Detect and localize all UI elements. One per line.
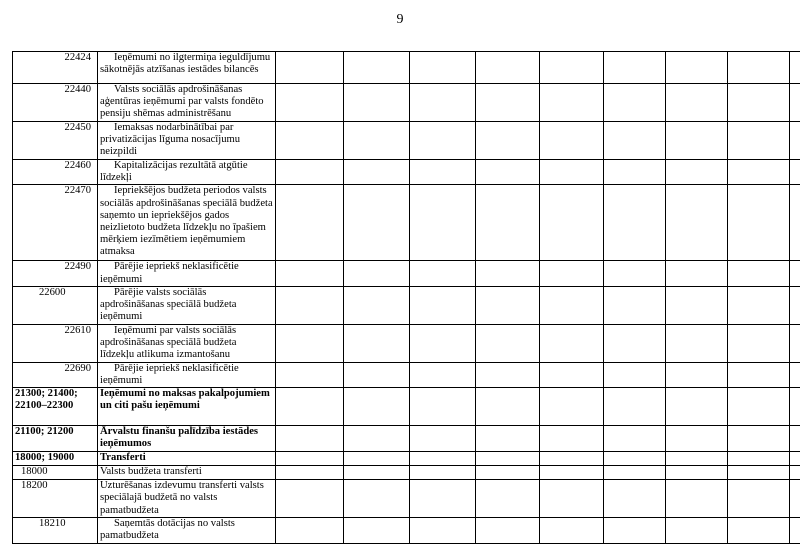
value-cell (540, 122, 604, 160)
value-cell (410, 185, 476, 261)
value-cell (604, 84, 666, 122)
value-cell (276, 261, 344, 286)
value-cell (728, 286, 790, 324)
value-cell (410, 452, 476, 466)
value-cell (476, 122, 540, 160)
value-cell (276, 324, 344, 362)
table-row (13, 185, 800, 261)
value-cell (276, 84, 344, 122)
value-cell (728, 426, 790, 452)
description-cell: Uzturēšanas izdevumu transferti valsts speciālajā budžetā no valsts pamatbudžeta (98, 480, 276, 518)
value-cell (790, 286, 800, 324)
value-cell (410, 52, 476, 84)
value-cell (790, 122, 800, 160)
value-cell (728, 324, 790, 362)
value-cell (540, 52, 604, 84)
value-cell (604, 426, 666, 452)
value-cell (604, 388, 666, 426)
value-cell (276, 388, 344, 426)
value-cell (790, 362, 800, 387)
value-cell (410, 362, 476, 387)
value-cell (540, 362, 604, 387)
value-cell (344, 452, 410, 466)
table-row (13, 286, 800, 324)
code-cell: 22490 (13, 261, 98, 286)
table-row (13, 160, 800, 185)
value-cell (790, 185, 800, 261)
value-cell (728, 261, 790, 286)
value-cell (728, 84, 790, 122)
value-cell (344, 84, 410, 122)
value-cell (476, 52, 540, 84)
value-cell (666, 362, 728, 387)
value-cell (476, 324, 540, 362)
table-row (13, 122, 800, 160)
value-cell (604, 480, 666, 518)
value-cell (410, 426, 476, 452)
value-cell (410, 518, 476, 544)
description-cell: Ieņēmumi no ilgtermiņa ieguldījumu sākotnējās atzīšanas iestādes bilancēs (98, 52, 276, 84)
value-cell (604, 452, 666, 466)
code-cell: 18000; 19000 (13, 452, 98, 466)
value-cell (728, 518, 790, 544)
value-cell (728, 388, 790, 426)
value-cell (476, 84, 540, 122)
value-cell (790, 426, 800, 452)
value-cell (476, 286, 540, 324)
budget-classification-table (12, 51, 800, 544)
value-cell (344, 362, 410, 387)
value-cell (344, 122, 410, 160)
value-cell (410, 261, 476, 286)
value-cell (344, 286, 410, 324)
value-cell (728, 185, 790, 261)
value-cell (728, 52, 790, 84)
value-cell (790, 324, 800, 362)
value-cell (410, 286, 476, 324)
value-cell (476, 480, 540, 518)
value-cell (604, 52, 666, 84)
description-cell: Transferti (98, 452, 276, 466)
value-cell (790, 388, 800, 426)
value-cell (276, 466, 344, 480)
code-cell: 22460 (13, 160, 98, 185)
value-cell (666, 480, 728, 518)
table-row (13, 52, 800, 84)
table-row (13, 426, 800, 452)
value-cell (476, 452, 540, 466)
value-cell (604, 160, 666, 185)
value-cell (790, 466, 800, 480)
value-cell (476, 261, 540, 286)
value-cell (790, 52, 800, 84)
value-cell (790, 518, 800, 544)
value-cell (604, 286, 666, 324)
code-cell: 22440 (13, 84, 98, 122)
value-cell (666, 52, 728, 84)
value-cell (540, 518, 604, 544)
value-cell (276, 122, 344, 160)
table-row (13, 324, 800, 362)
code-cell: 22610 (13, 324, 98, 362)
table-row (13, 261, 800, 286)
description-cell: Ieņēmumi par valsts sociālās apdrošināšanas speciālā budžeta līdzekļu atlikuma izmantošanu (98, 324, 276, 362)
value-cell (410, 466, 476, 480)
table-row (13, 466, 800, 480)
value-cell (540, 324, 604, 362)
value-cell (344, 261, 410, 286)
value-cell (476, 388, 540, 426)
value-cell (728, 122, 790, 160)
value-cell (410, 122, 476, 160)
value-cell (410, 84, 476, 122)
description-cell: Valsts sociālās apdrošināšanas aģentūras ieņēmumi par valsts fondēto pensiju shēmas administrēšanu (98, 84, 276, 122)
value-cell (540, 185, 604, 261)
value-cell (666, 160, 728, 185)
value-cell (604, 324, 666, 362)
table-row (13, 84, 800, 122)
description-cell: Pārējie iepriekš neklasificētie ieņēmumi (98, 362, 276, 387)
value-cell (276, 185, 344, 261)
value-cell (540, 466, 604, 480)
description-cell: Pārējie iepriekš neklasificētie ieņēmumi (98, 261, 276, 286)
code-cell: 18000 (13, 466, 98, 480)
value-cell (476, 426, 540, 452)
value-cell (666, 185, 728, 261)
value-cell (540, 261, 604, 286)
value-cell (540, 480, 604, 518)
value-cell (728, 480, 790, 518)
value-cell (344, 324, 410, 362)
value-cell (344, 480, 410, 518)
code-cell: 18210 (13, 518, 98, 544)
description-cell: Valsts budžeta transferti (98, 466, 276, 480)
value-cell (476, 518, 540, 544)
description-cell: Kapitalizācijas rezultātā atgūtie līdzekļi (98, 160, 276, 185)
table-row (13, 388, 800, 426)
table-row (13, 362, 800, 387)
value-cell (276, 52, 344, 84)
value-cell (790, 160, 800, 185)
value-cell (728, 452, 790, 466)
table-row (13, 518, 800, 544)
value-cell (410, 480, 476, 518)
code-cell: 22424 (13, 52, 98, 84)
description-cell: Saņemtās dotācijas no valsts pamatbudžeta (98, 518, 276, 544)
value-cell (476, 466, 540, 480)
description-cell: Iemaksas nodarbinātībai par privatizācijas līguma nosacījumu neizpildi (98, 122, 276, 160)
value-cell (666, 452, 728, 466)
description-cell: Ārvalstu finanšu palīdzība iestādes ieņēmumos (98, 426, 276, 452)
value-cell (728, 466, 790, 480)
value-cell (728, 160, 790, 185)
value-cell (476, 160, 540, 185)
value-cell (666, 324, 728, 362)
value-cell (344, 52, 410, 84)
value-cell (276, 426, 344, 452)
value-cell (410, 324, 476, 362)
value-cell (276, 160, 344, 185)
value-cell (666, 261, 728, 286)
code-cell: 22450 (13, 122, 98, 160)
value-cell (790, 452, 800, 466)
code-cell: 21300; 21400; 22100–22300 (13, 388, 98, 426)
description-cell: Iepriekšējos budžeta periodos valsts sociālās apdrošināšanas speciālā budžeta saņemto un iepriekšējos gados neizlietoto budžeta līdzekļu no īpašiem mērķiem iezīmētiem ieņēmumiem atmaksa (98, 185, 276, 261)
value-cell (604, 261, 666, 286)
value-cell (666, 466, 728, 480)
value-cell (540, 388, 604, 426)
value-cell (276, 452, 344, 466)
value-cell (540, 160, 604, 185)
description-cell: Ieņēmumi no maksas pakalpojumiem un citi pašu ieņēmumi (98, 388, 276, 426)
value-cell (666, 286, 728, 324)
value-cell (604, 362, 666, 387)
code-cell: 21100; 21200 (13, 426, 98, 452)
code-cell: 22600 (13, 286, 98, 324)
value-cell (604, 518, 666, 544)
table-row (13, 480, 800, 518)
value-cell (540, 84, 604, 122)
value-cell (540, 286, 604, 324)
value-cell (344, 185, 410, 261)
value-cell (666, 518, 728, 544)
value-cell (604, 466, 666, 480)
value-cell (540, 452, 604, 466)
value-cell (344, 388, 410, 426)
value-cell (410, 160, 476, 185)
value-cell (276, 362, 344, 387)
value-cell (276, 286, 344, 324)
value-cell (604, 122, 666, 160)
page-number: 9 (396, 12, 404, 27)
value-cell (790, 480, 800, 518)
value-cell (344, 426, 410, 452)
value-cell (790, 261, 800, 286)
value-cell (666, 388, 728, 426)
value-cell (666, 426, 728, 452)
value-cell (476, 185, 540, 261)
code-cell: 18200 (13, 480, 98, 518)
code-cell: 22470 (13, 185, 98, 261)
description-cell: Pārējie valsts sociālās apdrošināšanas speciālā budžeta ieņēmumi (98, 286, 276, 324)
value-cell (540, 426, 604, 452)
value-cell (344, 466, 410, 480)
value-cell (728, 362, 790, 387)
value-cell (276, 518, 344, 544)
value-cell (666, 122, 728, 160)
value-cell (666, 84, 728, 122)
value-cell (790, 84, 800, 122)
value-cell (344, 518, 410, 544)
value-cell (276, 480, 344, 518)
value-cell (604, 185, 666, 261)
value-cell (476, 362, 540, 387)
value-cell (344, 160, 410, 185)
table-row (13, 452, 800, 466)
code-cell: 22690 (13, 362, 98, 387)
value-cell (410, 388, 476, 426)
